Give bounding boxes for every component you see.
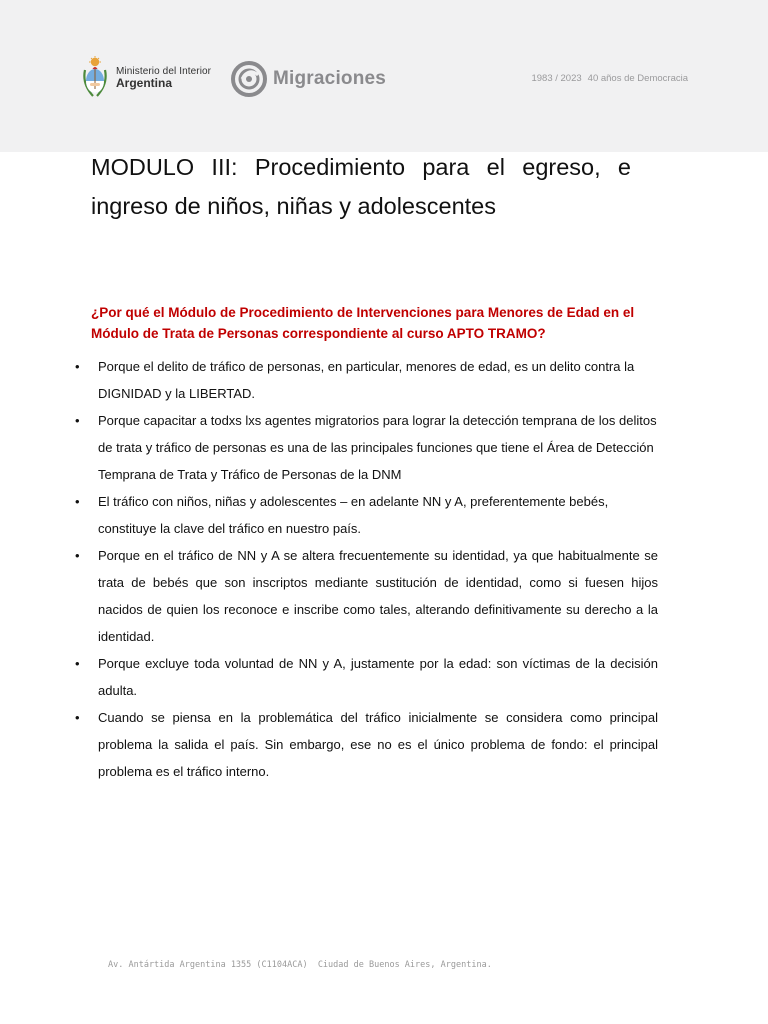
coat-of-arms-icon [82, 56, 108, 100]
bullet-dot-icon: • [75, 548, 80, 563]
list-item [72, 407, 658, 488]
list-item-text: Porque el delito de tráfico de personas, en particular, menores de edad, es un delito contra la DIGNIDAD y la LIBERTAD. [98, 359, 635, 401]
list-item-text: Porque en el tráfico de NN y A se altera frecuentemente su identidad, ya que habitualmente se trata de bebés que son inscriptos mediante sustitución de identidad, como si fuesen hijos nacidos de quien los reconoce e inscribe como tales, alterando definitivamente su derecho a la identidad. [98, 548, 658, 644]
ministerio-line1: Ministerio del Interior [116, 65, 212, 77]
list-item-text: Cuando se piensa en la problemática del tráfico inicialmente se considera como principal problema la salida el país. Sin embargo, ese no es el único problema de fondo: el principal problema es el tráfico interno. [98, 710, 658, 779]
ministerio-logo [82, 56, 211, 100]
page-header [0, 0, 768, 152]
bullet-dot-icon: • [75, 656, 80, 671]
list-item [72, 704, 658, 785]
list-item [72, 353, 658, 407]
list-item [72, 488, 658, 542]
list-item [72, 542, 658, 650]
migraciones-logo-icon [231, 61, 267, 97]
page-title: MODULO III: Procedimiento para el egreso, e ingreso de niños, niñas y adolescentes [91, 154, 631, 219]
list-item-text: Porque capacitar a todxs lxs agentes migratorios para lograr la detección temprana de los delitos de trata y tráfico de personas es una de las principales funciones que tiene el Área de Detección Temprana de Trata y Tráfico de Personas de la DNM [98, 413, 657, 482]
bullet-dot-icon: • [75, 710, 80, 725]
bullet-list [72, 353, 658, 785]
list-item-text: Porque excluye toda voluntad de NN y A, justamente por la edad: son víctimas de la decisión adulta. [98, 656, 658, 698]
bullet-dot-icon: • [75, 359, 80, 374]
footer-address: Av. Antártida Argentina 1355 (C1104ACA) Ciudad de Buenos Aires, Argentina. [108, 960, 492, 970]
ministerio-line2: Argentina [116, 75, 173, 90]
bullet-dot-icon: • [75, 413, 80, 428]
list-item [72, 650, 658, 704]
section-question: ¿Por qué el Módulo de Procedimiento de Intervenciones para Menores de Edad en el Módulo de Trata de Personas correspondiente al curso APTO TRAMO? [91, 305, 635, 341]
list-item-text: El tráfico con niños, niñas y adolescentes – en adelante NN y A, preferentemente bebés, constituye la clave del tráfico en nuestro país. [98, 494, 609, 536]
democracia-label: 40 años de Democracia [587, 73, 688, 84]
migraciones-logo [231, 61, 386, 97]
bullet-dot-icon: • [75, 494, 80, 509]
migraciones-brand: Migraciones [273, 68, 387, 89]
democracia-badge [531, 73, 688, 84]
democracia-years: 1983 / 2023 [531, 73, 582, 84]
